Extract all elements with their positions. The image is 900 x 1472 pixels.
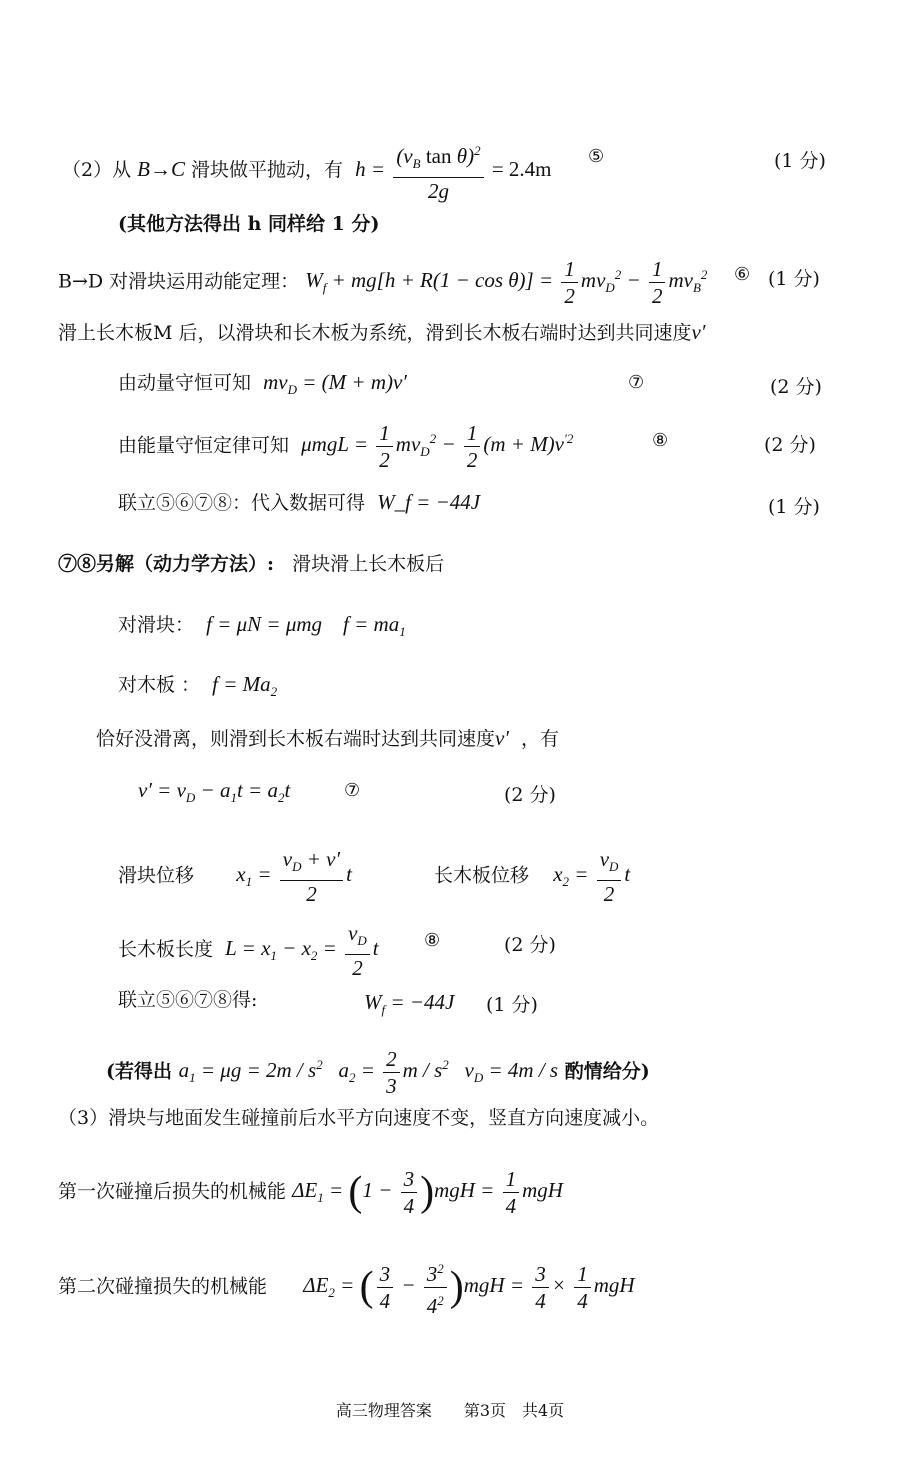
line-1 — [62, 138, 552, 204]
text: 联立⑤⑥⑦⑧得: — [118, 989, 258, 1011]
text: 长木板长度 — [118, 938, 214, 961]
points: (1 分) — [774, 150, 826, 172]
formula-energy-conservation: μmgL = $\frac{1}{2}$ $mv_D^2$ − $\frac{1}{2}$ $(m + M)v^{'2}$ — [301, 421, 574, 472]
text: 长木板位移 — [434, 864, 530, 887]
alt-solution-label: ⑦⑧另解（动力学方法）: — [58, 553, 275, 575]
line-8 — [58, 550, 444, 578]
formula-x1: $x_1$ = $\frac{v_D + v'}{2}$ t — [236, 847, 352, 907]
line-13 — [118, 846, 352, 907]
line-13b — [434, 846, 630, 907]
line-15b — [364, 988, 454, 1024]
line-5 — [118, 368, 407, 404]
line-19 — [58, 1256, 635, 1319]
circle-5: ⑤ — [588, 146, 605, 167]
line-10 — [118, 670, 277, 706]
fraction: $\frac{(v_B \tan \theta)^2}{2g}$ — [393, 138, 483, 204]
circle-8: ⑧ — [424, 930, 441, 951]
text: 恰好没滑离，则滑到长木板右端时达到共同速度 — [96, 728, 496, 750]
line-18 — [58, 1166, 563, 1219]
points: (2 分) — [764, 434, 816, 456]
line-4: 滑上长木板M 后，以滑块和长木板为系统，滑到长木板右端时达到共同速度v′ — [58, 320, 706, 344]
line-7 — [118, 488, 480, 517]
circle-7: ⑦ — [628, 372, 645, 393]
formula-friction: f = μN = μmg $f = ma_1$ — [206, 612, 406, 640]
text: 滑块做平抛动，有 — [191, 158, 344, 181]
points: (1 分) — [768, 496, 820, 518]
text: 第一次碰撞后损失的机械能 — [58, 1180, 287, 1203]
formula-dE1: $\Delta E_1 = (1$ − $\frac{3}{4}$ )mgH = $\frac{1}{4}$ mgH — [292, 1167, 563, 1218]
formula-Wf: $W_f = -44J$ — [364, 990, 455, 1018]
text-prefix: （2）从 — [62, 158, 132, 181]
line-12 — [138, 776, 290, 812]
result: W_f = −44J — [377, 490, 481, 514]
line-17: （3）滑块与地面发生碰撞前后水平方向速度不变，竖直方向速度减小。 — [58, 1107, 660, 1129]
formula-dE2: $\Delta E_2$ = ( $\frac{3}{4}$ − $\frac{3^2}{4^2}$ )mgH = $\frac{3}{4}$ × $\frac{1}{4}$ mgH — [303, 1273, 634, 1297]
line-11: 恰好没滑离，则滑到长木板右端时达到共同速度v′ ，有 — [96, 726, 560, 750]
line-6 — [118, 420, 573, 473]
circle-8: ⑧ — [652, 430, 669, 451]
formula-x2: $x_2$ = $\frac{v_D}{2}$ t — [553, 847, 631, 907]
formula-momentum: $mv_D = (M + m)v'$ — [263, 370, 407, 398]
result: = 2.4m — [491, 156, 552, 181]
path-label: B→C — [137, 156, 185, 181]
formula-energy: $W_f + mg[h + R(1 - \cos \theta)]$ = $\frac{1}{2}$ $mv_D^2$ − $\frac{1}{2}$ $mv_B^2$ — [305, 257, 708, 308]
text-prefix: B→D 对滑块运用动能定理： — [58, 270, 300, 293]
line-14 — [118, 920, 379, 981]
text-prefix: (若得出 — [106, 1060, 172, 1083]
line-2: (其他方法得出 h 同样给 1 分) — [118, 213, 380, 235]
formula-a: $a_1 = \mu g = 2m / s^2$ $a_2$ = $\frac{2}{3}$ m / $s^2$ $v_D = 4m / s$ — [178, 1047, 559, 1098]
text: 对木板 ： — [118, 674, 201, 696]
line-9 — [118, 610, 406, 646]
line-16 — [106, 1046, 650, 1099]
points: (2 分) — [504, 784, 556, 806]
formula-board: $f = Ma_2$ — [212, 672, 278, 700]
text: 滑块位移 — [118, 864, 195, 887]
circle-7: ⑦ — [344, 780, 361, 801]
line-3 — [58, 256, 707, 309]
text: 滑上长木板M 后，以滑块和长木板为系统，滑到长木板右端时达到共同速度 — [58, 322, 692, 344]
text: 由能量守恒定律可知 — [118, 434, 290, 457]
points: (1 分) — [486, 994, 538, 1016]
text: 联立⑤⑥⑦⑧：代入数据可得 — [118, 492, 366, 514]
points: (2 分) — [504, 934, 556, 956]
text: 由动量守恒可知 — [118, 372, 252, 394]
formula-velocity: $v' = v_D - a_1t = a_2t$ — [138, 778, 291, 806]
text: 第二次碰撞损失的机械能 — [58, 1275, 268, 1298]
text-suffix: 酌情给分) — [564, 1060, 650, 1083]
points: (1 分) — [768, 268, 820, 290]
formula-L: $L = x_1 - x_2$ = $\frac{v_D}{2}$ t — [225, 921, 379, 981]
formula-h: h = $\frac{(v_B \tan \theta)^2}{2g}$ — [355, 157, 492, 181]
line-15 — [118, 986, 257, 1014]
text-suffix: ，有 — [521, 728, 560, 750]
circle-6: ⑥ — [734, 264, 751, 285]
points: (2 分) — [770, 376, 822, 398]
text: 滑块滑上长木板后 — [292, 553, 445, 575]
page-footer: 高三物理答案 第3页 共4页 — [335, 1401, 565, 1420]
text: 对滑块： — [118, 614, 195, 636]
